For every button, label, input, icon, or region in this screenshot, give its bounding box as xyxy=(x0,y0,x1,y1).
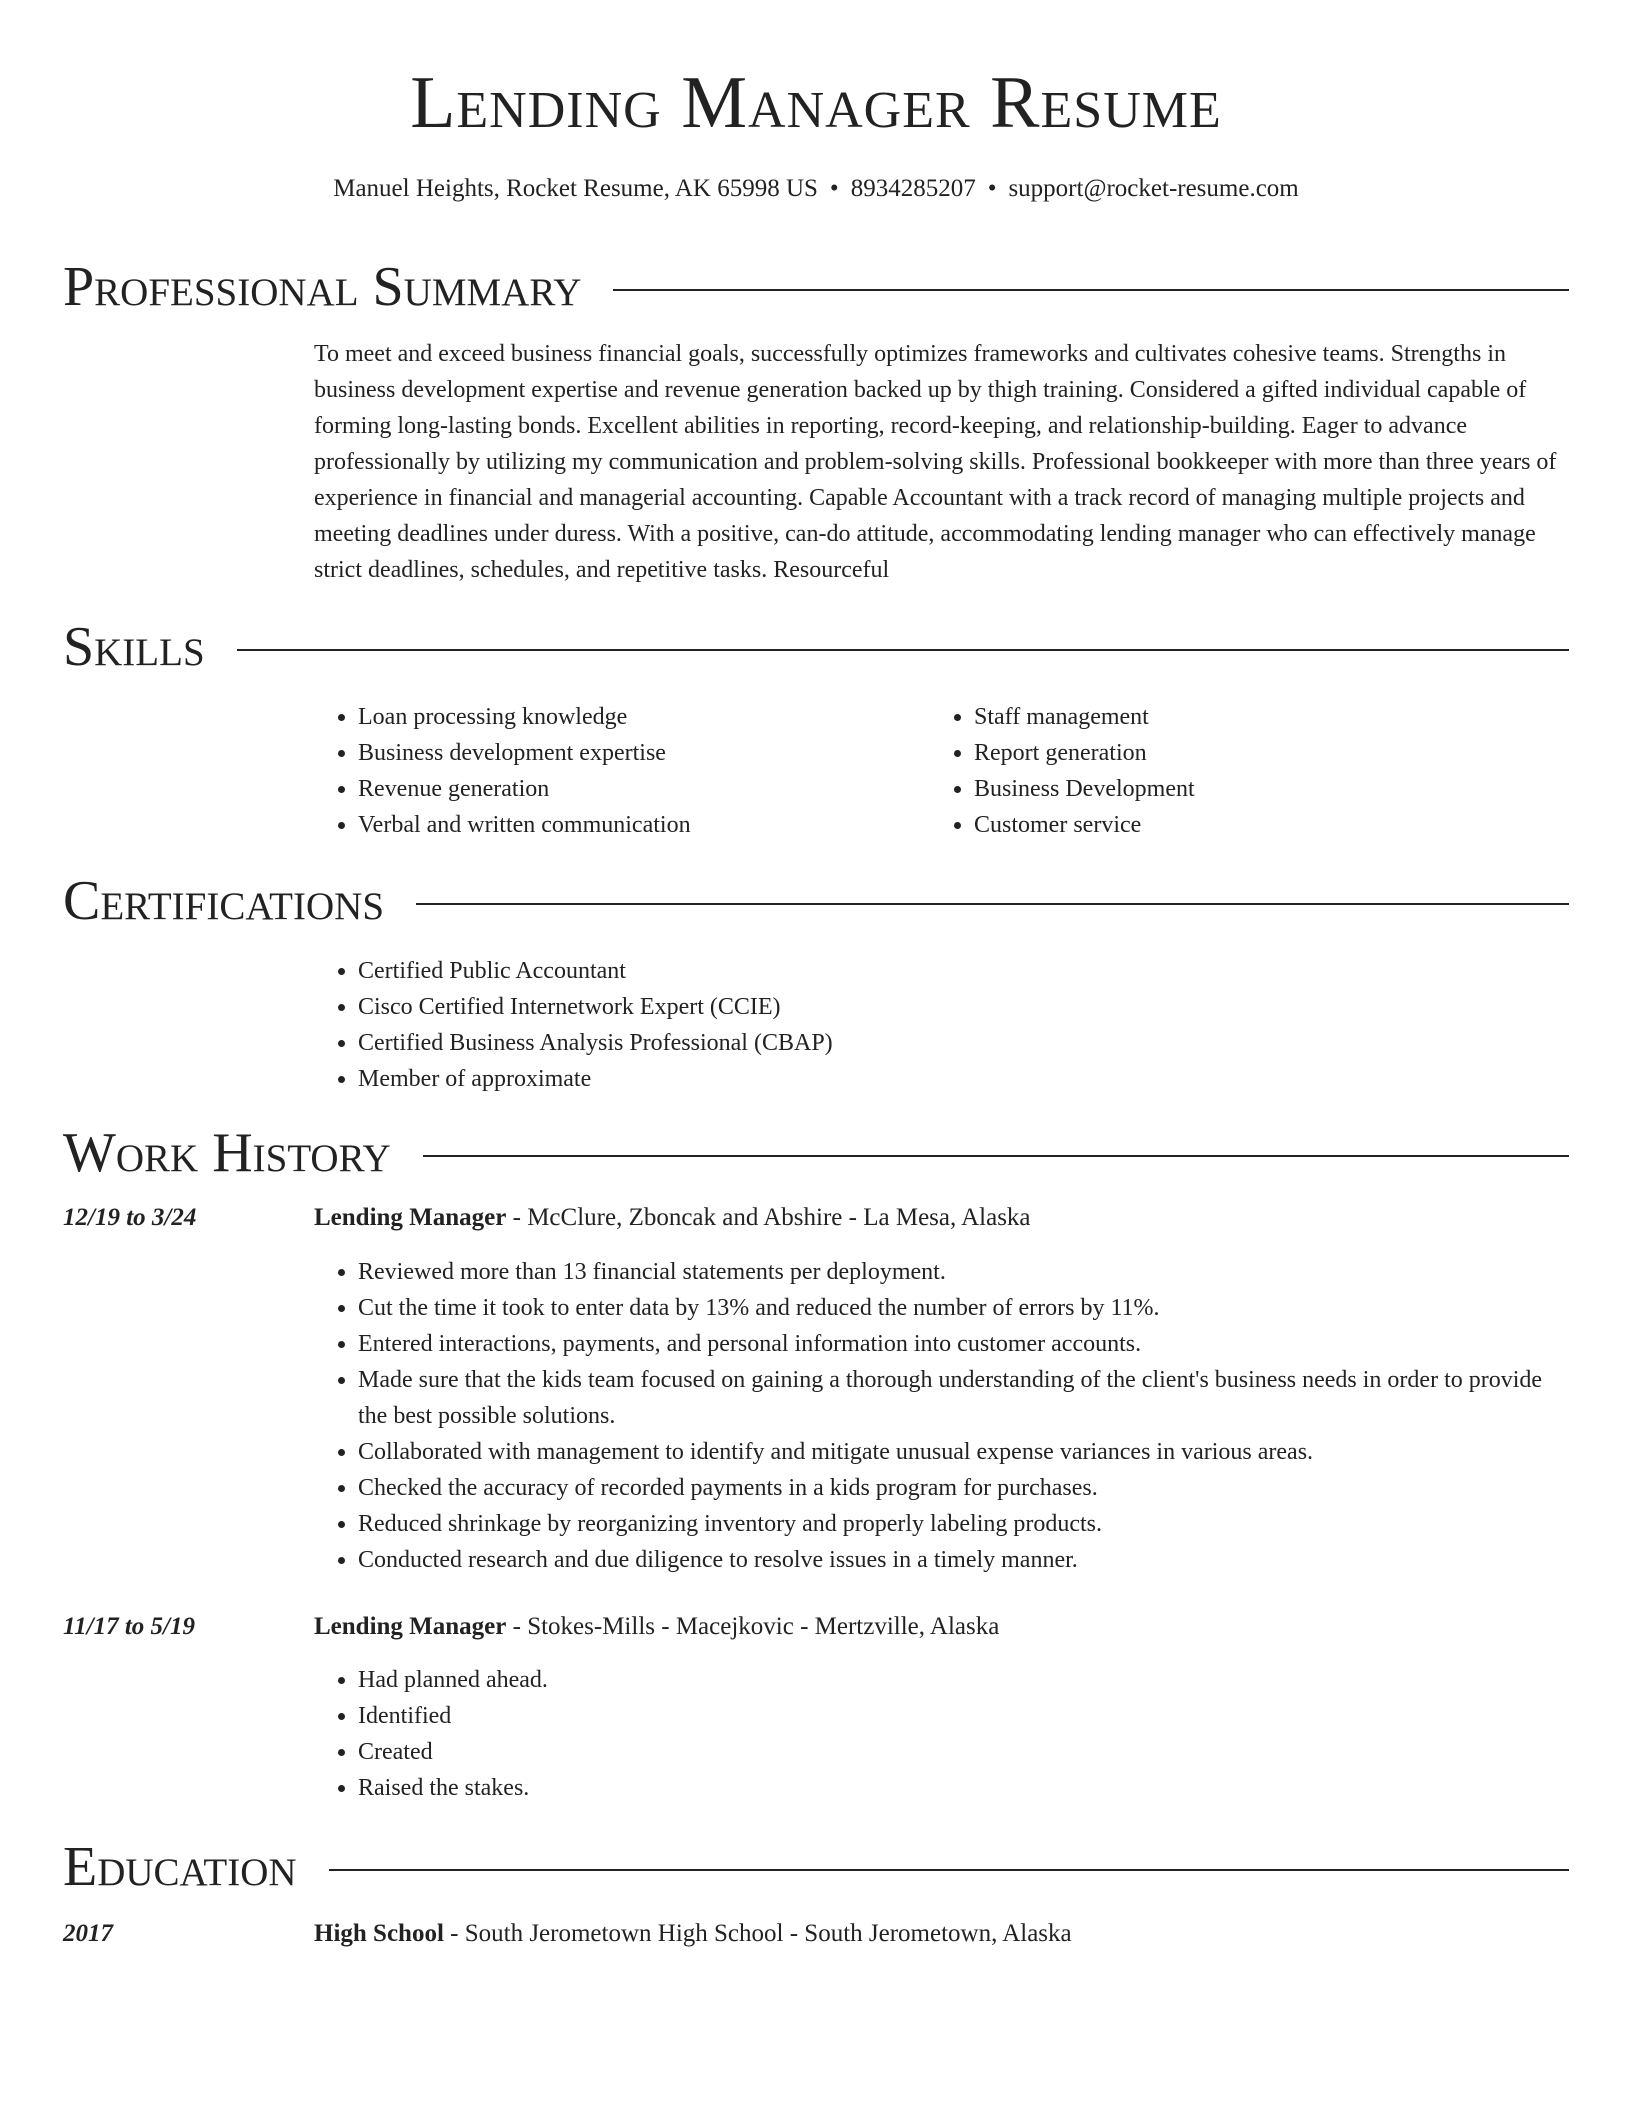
job-title-line xyxy=(314,1200,1031,1236)
section-divider xyxy=(416,903,1569,905)
summary-text: To meet and exceed business financial goals, successfully optimizes frameworks and cultivates cohesive teams. Strengths in business development expertise and revenue generation backed up by thigh training. Considered a gifted individual capable of forming long-lasting bonds. Excellent abilities in reporting, record-keeping, and relationship-building. Eager to advance professionally by utilizing my communication and problem-solving skills. Professional bookkeeper with more than three years of experience in financial and managerial accounting. Capable Accountant with a track record of managing multiple projects and meeting deadlines under duress. With a positive, can-do attitude, accommodating lending manager who can effectively manage strict deadlines, schedules, and repetitive tasks. Resourceful xyxy=(314,341,1557,583)
certifications-section-title: Certifications xyxy=(63,870,385,932)
certifications-list xyxy=(314,953,1514,1097)
job-role: Lending Manager xyxy=(314,1204,507,1231)
skills-section-header xyxy=(63,612,1569,682)
skill-item: • Customer service xyxy=(974,807,1490,843)
resume-title: Lending Manager Resume xyxy=(410,62,1222,144)
job-bullet: • Cut the time it took to enter data by 13% and reduced the number of errors by 11%. xyxy=(358,1290,1544,1326)
contact-separator: • xyxy=(829,175,839,202)
skill-item: • Revenue generation xyxy=(358,771,874,807)
certifications-section-header xyxy=(63,866,1569,936)
certification-item: • Certified Public Accountant xyxy=(358,953,1514,989)
job-employer: - McClure, Zboncak and Abshire - La Mesa, Alaska xyxy=(506,1204,1031,1231)
section-divider xyxy=(613,289,1569,291)
skill-item: • Verbal and written communication xyxy=(358,807,874,843)
contact-line xyxy=(0,172,1632,206)
job-bullet: • Created xyxy=(358,1734,1544,1770)
summary-section-header xyxy=(63,252,1569,322)
job-bullet: • Checked the accuracy of recorded payments in a kids program for purchases. xyxy=(358,1470,1544,1506)
skills-section-title: Skills xyxy=(63,616,205,678)
certification-item: • Member of approximate xyxy=(358,1061,1514,1097)
job-role: Lending Manager xyxy=(314,1613,507,1640)
skill-item: • Business Development xyxy=(974,771,1490,807)
job-bullet: • Reduced shrinkage by reorganizing inventory and properly labeling products. xyxy=(358,1506,1544,1542)
section-divider xyxy=(423,1155,1569,1157)
education-section-title: Education xyxy=(63,1836,297,1898)
contact-phone: 8934285207 xyxy=(850,175,976,202)
education-section-header xyxy=(63,1832,1569,1902)
job-title-line xyxy=(314,1609,999,1645)
contact-address: Manuel Heights, Rocket Resume, AK 65998 US xyxy=(333,175,818,202)
education-school: - South Jerometown High School - South Jerometown, Alaska xyxy=(443,1920,1072,1947)
job-bullet: • Made sure that the kids team focused on gaining a thorough understanding of the client's business needs in order to provide the best possible solutions. xyxy=(358,1362,1544,1434)
job-bullet: • Raised the stakes. xyxy=(358,1770,1544,1806)
job-dates: 12/19 to 3/24 xyxy=(63,1204,197,1231)
section-divider xyxy=(237,649,1569,651)
contact-email: support@rocket-resume.com xyxy=(1008,175,1299,202)
job-responsibilities xyxy=(314,1662,1544,1806)
education-year: 2017 xyxy=(63,1920,113,1947)
job-responsibilities xyxy=(314,1254,1544,1578)
skill-item: • Business development expertise xyxy=(358,735,874,771)
work-section-title: Work History xyxy=(63,1122,391,1184)
skill-item: • Staff management xyxy=(974,699,1490,735)
skills-list-right xyxy=(930,699,1490,843)
job-bullet: • Entered interactions, payments, and personal information into customer accounts. xyxy=(358,1326,1544,1362)
education-line xyxy=(314,1916,1072,1952)
certification-item: • Cisco Certified Internetwork Expert (CCIE) xyxy=(358,989,1514,1025)
skill-item: • Loan processing knowledge xyxy=(358,699,874,735)
certification-item: • Certified Business Analysis Professional (CBAP) xyxy=(358,1025,1514,1061)
section-divider xyxy=(329,1869,1569,1871)
work-section-header xyxy=(63,1118,1569,1188)
summary-section-title: Professional Summary xyxy=(63,256,582,318)
skills-list-left xyxy=(314,699,874,843)
job-bullet: • Conducted research and due diligence to resolve issues in a timely manner. xyxy=(358,1542,1544,1578)
education-degree: High School xyxy=(314,1920,444,1947)
job-bullet: • Identified xyxy=(358,1698,1544,1734)
job-bullet: • Had planned ahead. xyxy=(358,1662,1544,1698)
job-employer: - Stokes-Mills - Macejkovic - Mertzville, Alaska xyxy=(506,1613,1000,1640)
skill-item: • Report generation xyxy=(974,735,1490,771)
job-dates: 11/17 to 5/19 xyxy=(63,1613,195,1640)
contact-separator: • xyxy=(987,175,997,202)
job-bullet: • Reviewed more than 13 financial statements per deployment. xyxy=(358,1254,1544,1290)
job-bullet: • Collaborated with management to identify and mitigate unusual expense variances in various areas. xyxy=(358,1434,1544,1470)
